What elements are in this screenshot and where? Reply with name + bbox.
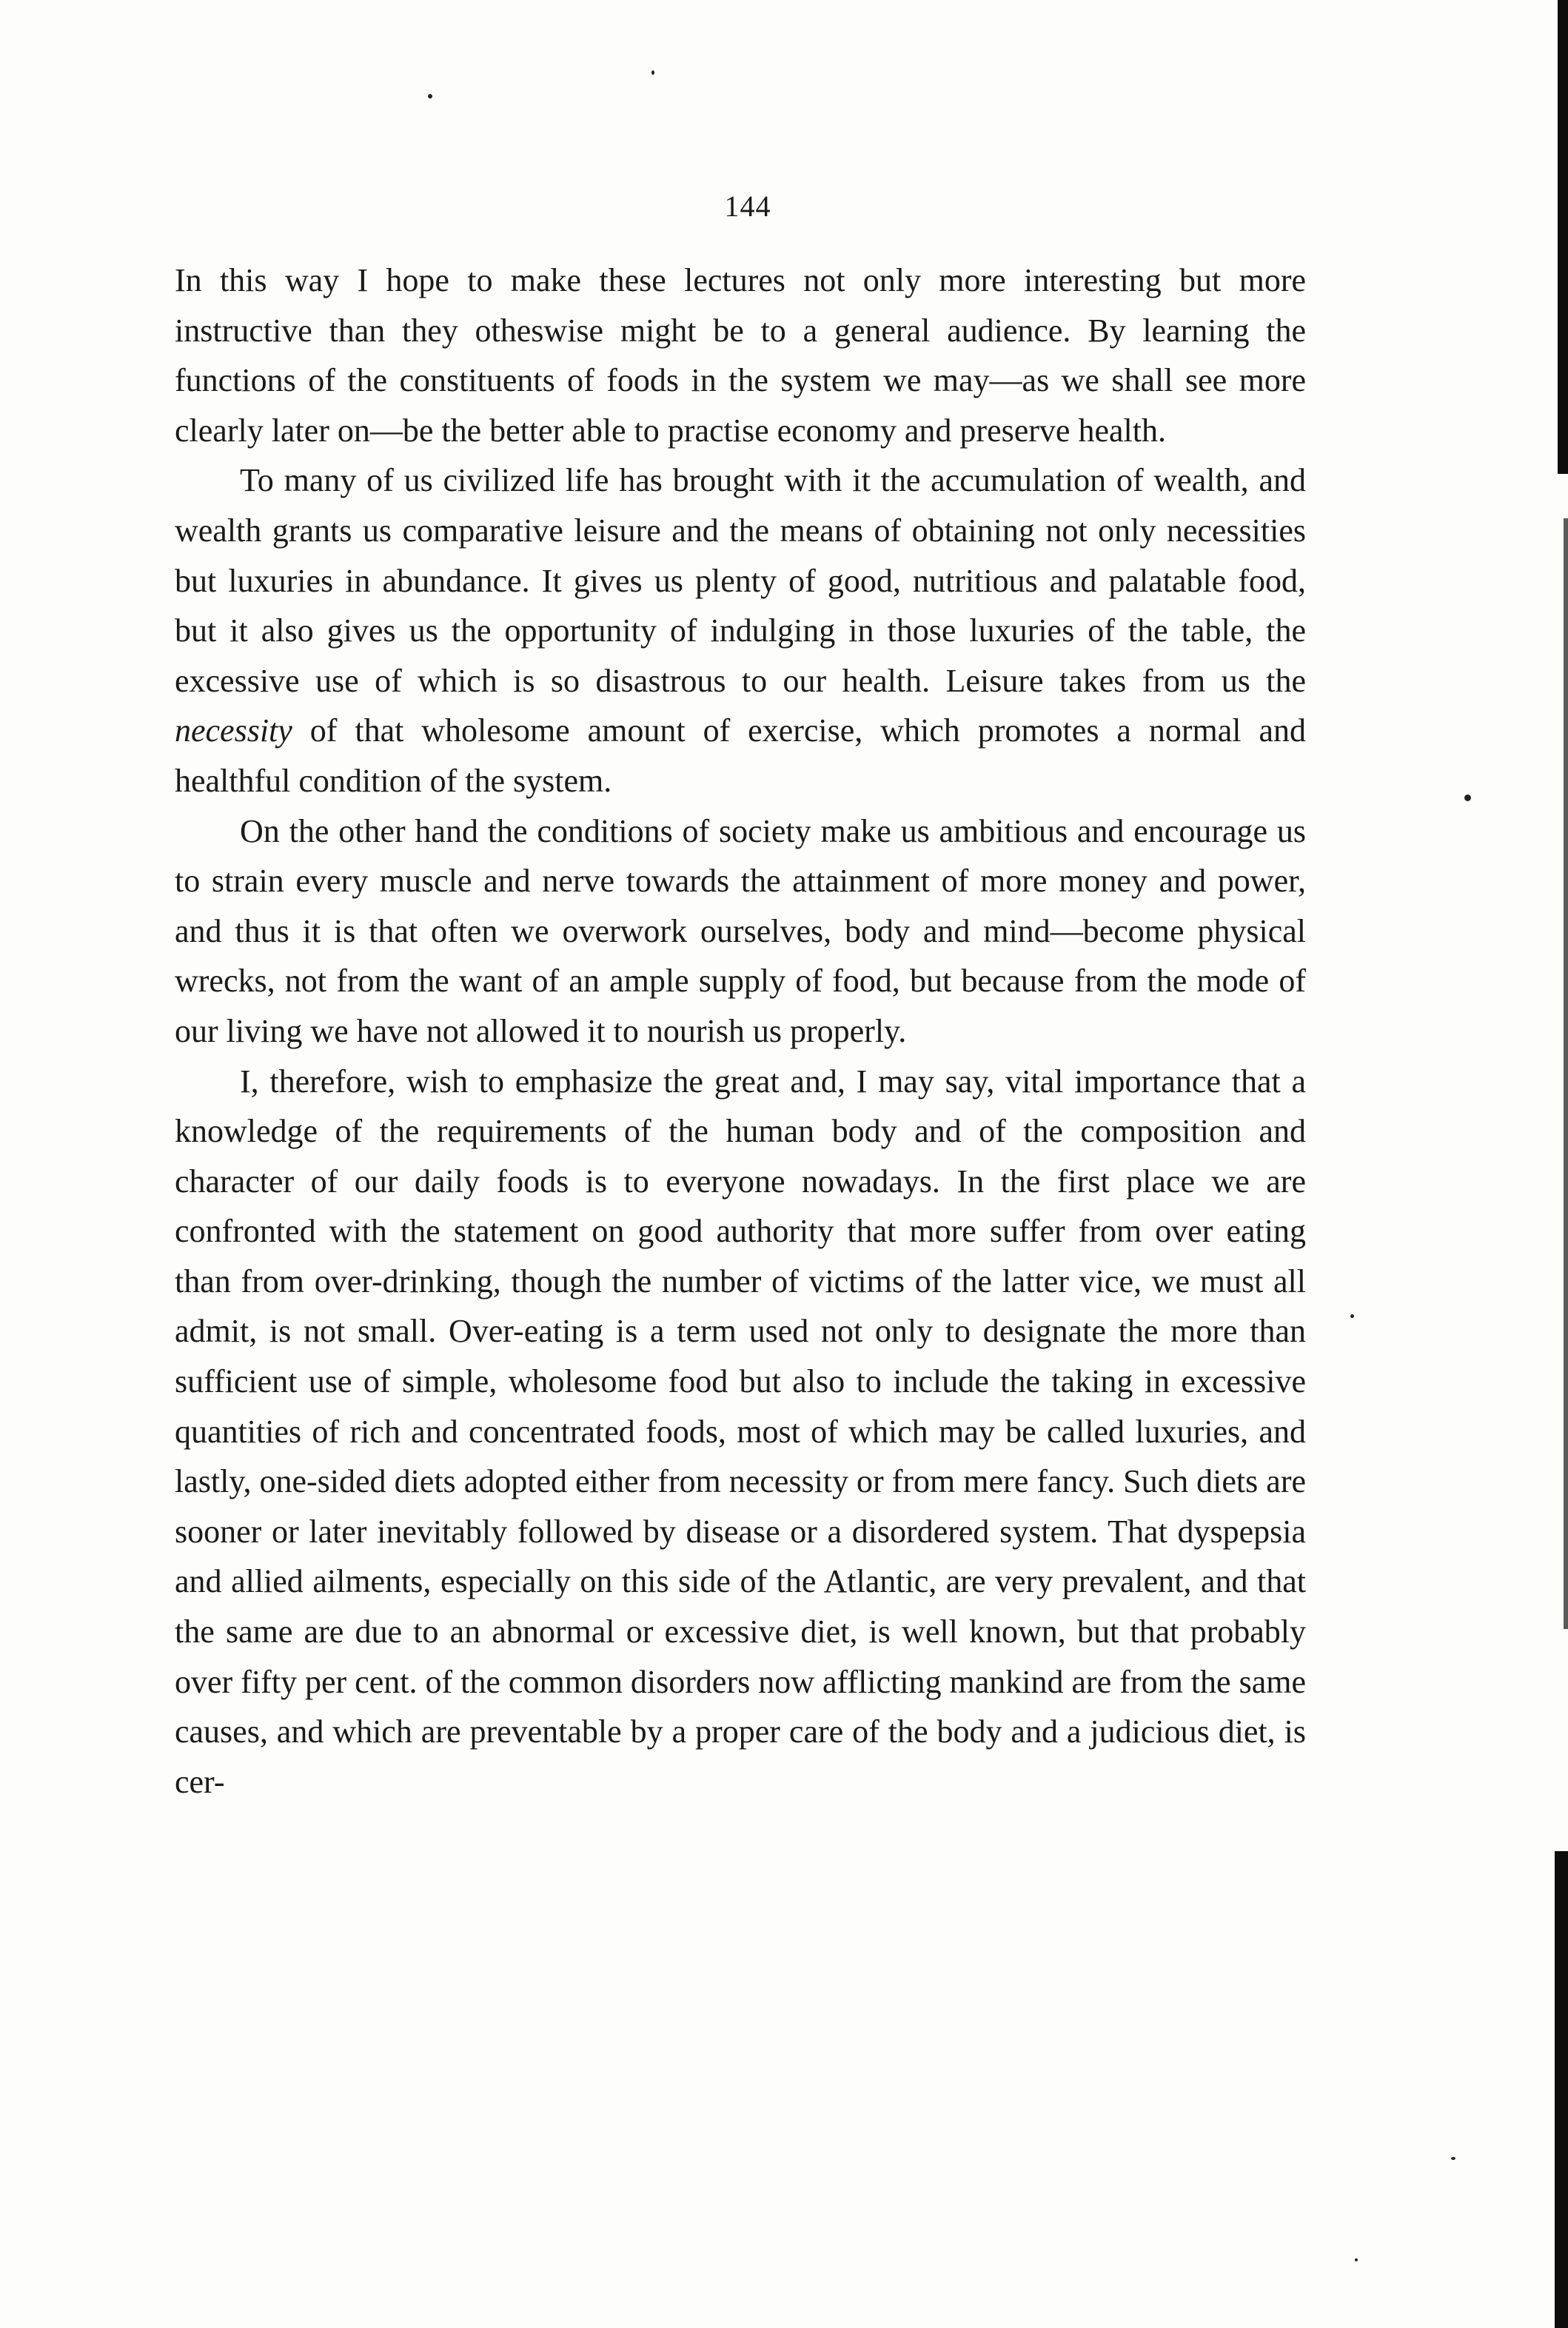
scan-speck	[428, 94, 432, 98]
text-body	[175, 255, 1306, 1807]
paragraph-text: of that wholesome amount of exercise, which promotes a normal and healthful condition of the system.	[175, 712, 1306, 799]
paragraph-text: I, therefore, wish to emphasize the great and, I may say, vital importance that a knowledge of the requirements of the human body and of the composition and character of our daily foods is to everyone nowadays. In the first place we are confronted with the statement on good authority that more suffer from over eating than from over-drinking, though the number of victims of the latter vice, we must all admit, is not small. Over-eating is a term used not only to designate the more than sufficient use of simple, wholesome food but also to include the taking in excessive quantities of rich and concentrated foods, most of which may be called luxuries, and lastly, one-sided diets adopted either from necessity or from mere fancy. Such diets are sooner or later inevitably followed by disease or a disordered system. That dyspepsia and allied ailments, especially on this side of the Atlantic, are very prevalent, and that the same are due to an abnormal or excessive diet, is well known, but that probably over fifty per cent. of the common disorders now afflicting mankind are from the same causes, and which are preventable by a proper care of the body and a judicious diet, is cer-	[175, 1063, 1306, 1800]
scan-speck	[1350, 1314, 1354, 1318]
italic-text: necessity	[175, 712, 292, 749]
scan-speck	[1464, 795, 1471, 801]
paragraph-text: In this way I hope to make these lectures not only more interesting but more instructive than they otheswise might be to a general audience. By learning the functions of the constituents of foods in the system we may—as we shall see more clearly later on—be the better able to practise economy and preserve health.	[175, 262, 1306, 449]
paragraph	[175, 255, 1306, 455]
scan-speck	[1355, 2258, 1358, 2261]
scan-speck	[651, 70, 654, 75]
paragraph-text: To many of us civilized life has brought with it the accumulation of wealth, and wealth grants us comparative leisure and the means of obtaining not only necessities but luxuries in abundance. It gives us plenty of good, nutritious and palatable food, but it also gives us the opportunity of indulging in those luxuries of the table, the excessive use of which is so disastrous to our health. Leisure takes from us the	[175, 462, 1306, 699]
paragraph	[175, 455, 1306, 806]
paragraph	[175, 806, 1306, 1057]
paragraph-text: On the other hand the conditions of society make us ambitious and encourage us to strain every muscle and nerve towards the attainment of more money and power, and thus it is that often we overwork ourselves, body and mind—become physical wrecks, not from the want of an ample supply of food, but because from the mode of our living we have not allowed it to nourish us properly.	[175, 812, 1306, 1049]
scan-edge-upper	[1558, 0, 1568, 474]
scan-edge-mid	[1564, 518, 1568, 1629]
page-number: 144	[724, 190, 771, 223]
scan-speck	[1451, 2157, 1455, 2160]
paragraph	[175, 1057, 1306, 1807]
scan-edge-lower	[1555, 1851, 1568, 2328]
